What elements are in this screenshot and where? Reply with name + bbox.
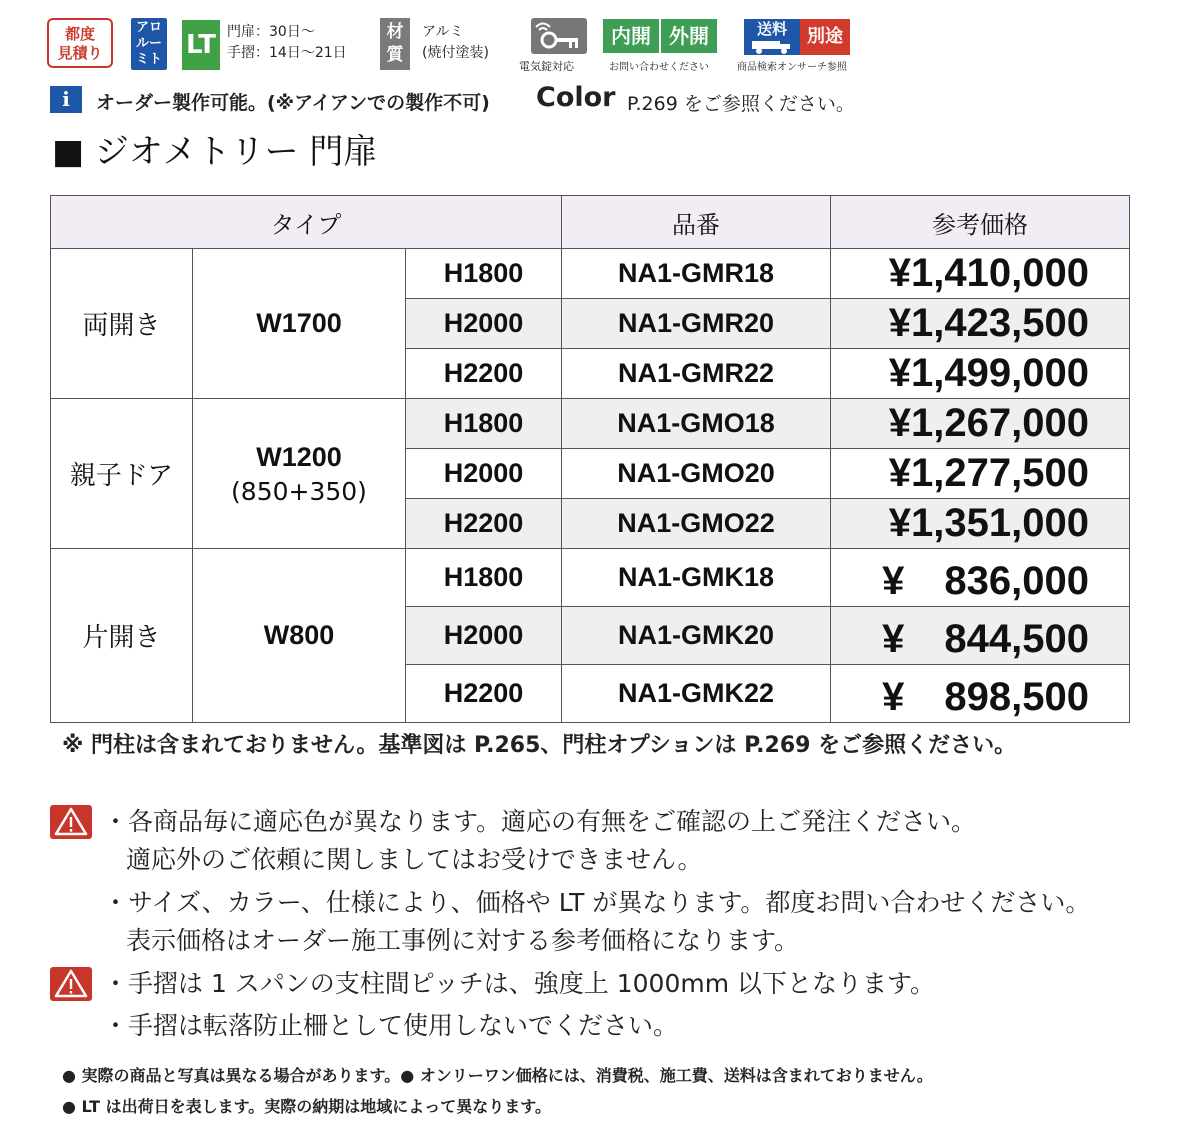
lt-badge: LT (182, 20, 220, 70)
height-cell: H2000 (406, 449, 562, 499)
height-cell: H2000 (406, 607, 562, 665)
warning-line: ・手摺は 1 スパンの支柱間ピッチは、強度上 1000mm 以下となります。 (103, 969, 936, 998)
part-number-cell: NA1-GMO18 (562, 399, 831, 449)
estimate-line-2: 見積り (57, 44, 103, 62)
price-cell: ¥1,351,000 (831, 499, 1130, 549)
width-value: W800 (263, 620, 335, 650)
table-row (51, 399, 1130, 449)
height-cell: H2200 (406, 349, 562, 399)
color-reference: P.269 をご参照ください。 (627, 93, 855, 115)
part-number-cell: NA1-GMR22 (562, 349, 831, 399)
gate-post-note: ※ 門柱は含まれておりません。基準図は P.265、門柱オプションは P.269 をご参照ください。 (62, 733, 1017, 758)
width-value: W1700 (256, 308, 342, 338)
height-cell: H1800 (406, 399, 562, 449)
aluminum-line-1: アロ (135, 20, 162, 35)
table-header-row (51, 196, 1130, 249)
footnote: ● 実際の商品と写真は異なる場合があります。● オンリーワン価格には、消費税、施工費、送料は含まれておりません。 (62, 1066, 933, 1085)
inward-label: 内開 (611, 24, 651, 48)
width-cell (193, 249, 406, 399)
shipping-label: 送料 (756, 20, 787, 38)
header-price: 参考価格 (831, 196, 1130, 249)
info-icon: i (50, 86, 82, 113)
material-line-2: (焼付塗装) (422, 45, 489, 61)
warning-line: 適応外のご依頼に関しましてはお受けできません。 (126, 845, 703, 874)
aluminum-line-2: ルー (135, 36, 162, 51)
estimate-line-1: 都度 (64, 25, 95, 43)
price-cell: ¥1,499,000 (831, 349, 1130, 399)
warning-line: ・サイズ、カラー、仕様により、価格や LT が異なります。都度お問い合わせください。 (103, 888, 1091, 917)
price-table (50, 195, 1130, 723)
price-cell: ¥ 844,500 (831, 607, 1130, 665)
warning-line: ・手摺は転落防止柵として使用しないでください。 (103, 1011, 679, 1040)
lead-time-text (227, 22, 347, 64)
price-cell: ¥ 898,500 (831, 665, 1130, 723)
aluminum-line-3: ミト (135, 52, 162, 67)
width-breakdown: (850+350) (231, 476, 367, 506)
part-number-cell: NA1-GMR18 (562, 249, 831, 299)
height-cell: H1800 (406, 549, 562, 607)
height-cell: H2000 (406, 299, 562, 349)
estimate-badge (47, 18, 113, 68)
footnote: ● LT は出荷日を表します。実際の納期は地域によって異なります。 (62, 1097, 552, 1116)
order-info-text: オーダー製作可能。(※アイアンでの製作不可) (96, 92, 490, 114)
price-cell: ¥1,410,000 (831, 249, 1130, 299)
category-cell: 片開き (51, 549, 193, 723)
door-caption: お問い合わせください (609, 62, 709, 73)
height-cell: H1800 (406, 249, 562, 299)
height-cell: H2200 (406, 665, 562, 723)
width-value: W1200 (256, 441, 342, 472)
lead-time-gate: 門扉：30日〜 (227, 24, 315, 40)
header-type: タイプ (51, 196, 562, 249)
table-row (51, 549, 1130, 607)
shipping-caption: 商品検索オンサーチ参照 (737, 62, 847, 73)
part-number-cell: NA1-GMO22 (562, 499, 831, 549)
electric-lock-caption: 電気錠対応 (519, 60, 574, 73)
material-kanji-1: 材 (386, 22, 404, 42)
width-cell (193, 399, 406, 549)
electric-lock-icon (531, 18, 587, 54)
part-number-cell: NA1-GMK20 (562, 607, 831, 665)
aluminum-badge (131, 18, 167, 70)
category-cell: 親子ドア (51, 399, 193, 549)
material-line-1: アルミ (422, 24, 464, 40)
shipping-separate-label: 別途 (800, 19, 850, 55)
shipping-badge (744, 19, 850, 55)
header-part-number: 品番 (562, 196, 831, 249)
part-number-cell: NA1-GMK18 (562, 549, 831, 607)
material-kanji-2: 質 (386, 45, 404, 65)
width-cell (193, 549, 406, 723)
material-badge (380, 18, 410, 70)
material-text (422, 22, 489, 64)
page-title: ■ ジオメトリー 門扉 (52, 132, 378, 172)
price-cell: ¥ 836,000 (831, 549, 1130, 607)
price-cell: ¥1,423,500 (831, 299, 1130, 349)
warning-icon (50, 967, 92, 1001)
warning-line: 表示価格はオーダー施工事例に対する参考価格になります。 (126, 926, 800, 955)
shipping-truck-icon (744, 19, 800, 55)
table-row (51, 249, 1130, 299)
part-number-cell: NA1-GMR20 (562, 299, 831, 349)
door-direction-badge (603, 19, 717, 53)
category-cell: 両開き (51, 249, 193, 399)
price-cell: ¥1,267,000 (831, 399, 1130, 449)
price-cell: ¥1,277,500 (831, 449, 1130, 499)
outward-label: 外開 (669, 24, 709, 48)
warning-line: ・各商品毎に適応色が異なります。適応の有無をご確認の上ご発注ください。 (103, 807, 977, 836)
warning-icon (50, 805, 92, 839)
part-number-cell: NA1-GMK22 (562, 665, 831, 723)
part-number-cell: NA1-GMO20 (562, 449, 831, 499)
lead-time-rail: 手摺：14日〜21日 (227, 45, 347, 61)
color-heading: Color (536, 82, 616, 113)
height-cell: H2200 (406, 499, 562, 549)
